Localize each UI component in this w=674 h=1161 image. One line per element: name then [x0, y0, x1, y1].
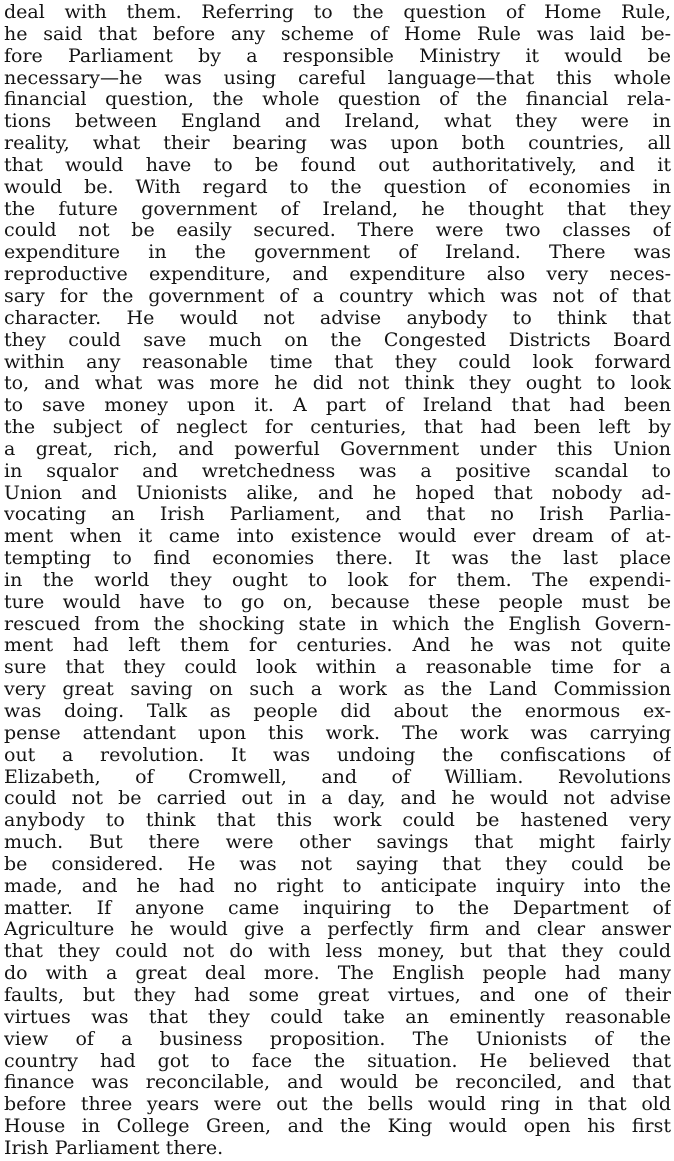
- text-line: much. But there were other savings that might fairly: [4, 832, 671, 854]
- text-line: character. He would not advise anybody to think that: [4, 307, 671, 329]
- text-line: to save money upon it. A part of Ireland that had been: [4, 395, 671, 417]
- text-line: in squalor and wretchedness was a positive scandal to: [4, 460, 671, 482]
- text-line: reality, what their bearing was upon both countries, all: [4, 133, 671, 155]
- text-line: in the world they ought to look for them. The expendi-: [4, 569, 671, 591]
- text-line: House in College Green, and the King would open his first: [4, 1116, 671, 1138]
- text-line: virtues was that they could take an eminently reasonable: [4, 1006, 671, 1028]
- text-line: financial question, the whole question of the financial rela-: [4, 89, 671, 111]
- text-line: Irish Parliament there.: [4, 1137, 224, 1159]
- text-line: that would have to be found out authoritatively, and it: [4, 154, 671, 176]
- text-line: Union and Unionists alike, and he hoped that nobody ad-: [4, 482, 671, 504]
- text-line: Elizabeth, of Cromwell, and of William. Revolutions: [4, 766, 671, 788]
- text-line: would be. With regard to the question of economies in: [4, 176, 671, 198]
- text-line: anybody to think that this work could be hastened very: [4, 810, 671, 832]
- text-line: Agriculture he would give a perfectly firm and clear answer: [4, 919, 671, 941]
- text-line: reproductive expenditure, and expenditure also very neces-: [4, 264, 671, 286]
- text-line: within any reasonable time that they could look forward: [4, 351, 671, 373]
- text-line: be considered. He was not saying that they could be: [4, 853, 671, 875]
- text-line: they could save much on the Congested Districts Board: [4, 329, 671, 351]
- text-line: necessary—he was using careful language—that this whole: [4, 67, 671, 89]
- text-line: was doing. Talk as people did about the enormous ex-: [4, 701, 671, 722]
- text-line: before three years were out the bells would ring in that old: [4, 1094, 671, 1116]
- text-line: do with a great deal more. The English people had many: [4, 963, 671, 985]
- text-line: view of a business proposition. The Unionists of the: [4, 1028, 671, 1050]
- text-line: fore Parliament by a responsible Ministry it would be: [4, 45, 671, 67]
- text-line: sary for the government of a country which was not of that: [4, 285, 671, 307]
- text-line: tions between England and Ireland, what they were in: [4, 111, 671, 133]
- text-line: finance was reconcilable, and would be reconciled, and that: [4, 1072, 671, 1094]
- text-line: that they could not do with less money, but that they could: [4, 941, 671, 963]
- text-line: country had got to face the situation. He believed that: [4, 1050, 671, 1072]
- text-line: made, and he had no right to anticipate inquiry into the: [4, 875, 671, 897]
- text-line: vocating an Irish Parliament, and that no Irish Parlia-: [4, 504, 671, 526]
- text-line: to, and what was more he did not think they ought to look: [4, 373, 671, 395]
- text-line: could not be easily secured. There were two classes of: [4, 220, 671, 242]
- text-line: ment when it came into existence would ever dream of at-: [4, 526, 671, 548]
- text-line: faults, but they had some great virtues, and one of their: [4, 984, 671, 1006]
- text-line: matter. If anyone came inquiring to the Department of: [4, 897, 671, 919]
- text-line: the subject of neglect for centuries, that had been left by: [4, 417, 671, 439]
- text-line: ment had left them for centuries. And he was not quite: [4, 635, 671, 657]
- text-line: the future government of Ireland, he thought that they: [4, 198, 671, 220]
- text-line: deal with them. Referring to the question of Home Rule,: [4, 2, 671, 23]
- text-line: very great saving on such a work as the Land Commission: [4, 679, 671, 701]
- text-line: ture would have to go on, because these people must be: [4, 591, 671, 613]
- text-line: pense attendant upon this work. The work was carrying: [4, 722, 671, 744]
- text-line: rescued from the shocking state in which the English Govern-: [4, 613, 671, 635]
- text-line: a great, rich, and powerful Government under this Union: [4, 438, 671, 460]
- text-line: he said that before any scheme of Home Rule was laid be-: [4, 23, 671, 45]
- article-column: [4, 2, 671, 1160]
- text-line: out a revolution. It was undoing the confiscations of: [4, 744, 671, 766]
- text-line: sure that they could look within a reasonable time for a: [4, 657, 671, 679]
- text-line: expenditure in the government of Ireland. There was: [4, 242, 671, 264]
- text-line: tempting to find economies there. It was the last place: [4, 548, 671, 570]
- text-line: could not be carried out in a day, and he would not advise: [4, 788, 671, 810]
